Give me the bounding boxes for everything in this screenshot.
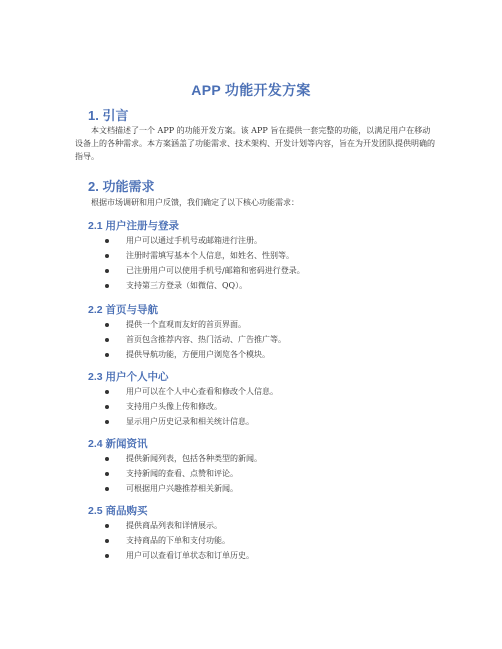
shopping-list xyxy=(105,518,254,563)
list-item-text: 提供一个直观而友好的首页界面。 xyxy=(126,320,246,329)
list-item-text: 首页包含推荐内容、热门活动、广告推广等。 xyxy=(126,335,286,344)
bullet-icon xyxy=(105,405,109,409)
bullet-icon xyxy=(105,524,109,528)
list-item-text: 用户可以在个人中心查看和修改个人信息。 xyxy=(126,387,278,396)
list-item xyxy=(105,384,278,399)
list-item-text: 支持用户头像上传和修改。 xyxy=(126,402,222,411)
bullet-icon xyxy=(105,323,109,327)
list-item xyxy=(105,347,286,362)
bullet-icon xyxy=(105,420,109,424)
bullet-icon xyxy=(105,254,109,258)
subsection-heading-registration-login: 2.1 用户注册与登录 xyxy=(88,220,180,232)
list-item xyxy=(105,399,278,414)
list-item-text: 用户可以查看订单状态和订单历史。 xyxy=(126,551,254,560)
requirements-paragraph: 根据市场调研和用户反馈，我们确定了以下核心功能需求： xyxy=(91,198,299,207)
list-item-text: 支持新闻的查看、点赞和评论。 xyxy=(126,469,238,478)
user-center-list xyxy=(105,384,278,429)
list-item xyxy=(105,248,305,263)
list-item xyxy=(105,518,254,533)
list-item-text: 支持商品的下单和支付功能。 xyxy=(126,536,230,545)
bullet-icon xyxy=(105,338,109,342)
bullet-icon xyxy=(105,353,109,357)
list-item-text: 提供商品列表和详情展示。 xyxy=(126,521,222,530)
bullet-icon xyxy=(105,284,109,288)
list-item xyxy=(105,233,305,248)
list-item-text: 用户可以通过手机号或邮箱进行注册。 xyxy=(126,236,262,245)
document-title: APP 功能开发方案 xyxy=(191,82,311,98)
list-item xyxy=(105,466,262,481)
news-list xyxy=(105,451,262,496)
home-navigation-list xyxy=(105,317,286,362)
bullet-icon xyxy=(105,487,109,491)
subsection-heading-shopping: 2.5 商品购买 xyxy=(88,505,148,517)
bullet-icon xyxy=(105,554,109,558)
list-item xyxy=(105,332,286,347)
bullet-icon xyxy=(105,239,109,243)
subsection-heading-news: 2.4 新闻资讯 xyxy=(88,438,148,450)
registration-login-list xyxy=(105,233,305,293)
section-heading-requirements: 2. 功能需求 xyxy=(88,179,155,194)
list-item-text: 支持第三方登录（如微信、QQ）。 xyxy=(126,281,248,290)
bullet-icon xyxy=(105,390,109,394)
list-item xyxy=(105,414,278,429)
list-item xyxy=(105,451,262,466)
list-item xyxy=(105,481,262,496)
subsection-heading-home-navigation: 2.2 首页与导航 xyxy=(88,304,159,316)
list-item xyxy=(105,548,254,563)
list-item xyxy=(105,278,305,293)
list-item-text: 提供导航功能，方便用户浏览各个模块。 xyxy=(126,350,270,359)
list-item-text: 提供新闻列表，包括各种类型的新闻。 xyxy=(126,454,262,463)
bullet-icon xyxy=(105,457,109,461)
list-item xyxy=(105,317,286,332)
bullet-icon xyxy=(105,539,109,543)
list-item-text: 注册时需填写基本个人信息，如姓名、性别等。 xyxy=(126,251,294,260)
list-item xyxy=(105,533,254,548)
bullet-icon xyxy=(105,269,109,273)
bullet-icon xyxy=(105,472,109,476)
list-item xyxy=(105,263,305,278)
list-item-text: 可根据用户兴趣推荐相关新闻。 xyxy=(126,484,238,493)
subsection-heading-user-center: 2.3 用户个人中心 xyxy=(88,371,169,383)
list-item-text: 已注册用户可以使用手机号/邮箱和密码进行登录。 xyxy=(126,266,305,275)
list-item-text: 显示用户历史记录和相关统计信息。 xyxy=(126,417,254,426)
introduction-paragraph: 本文档描述了一个 APP 的功能开发方案。该 APP 旨在提供一套完整的功能，以满足用户在移动设备上的各种需求。本方案涵盖了功能需求、技术架构、开发计划等内容，旨在为开发团队提供明确的指导。 xyxy=(75,126,435,161)
section-heading-introduction: 1. 引言 xyxy=(88,108,129,123)
